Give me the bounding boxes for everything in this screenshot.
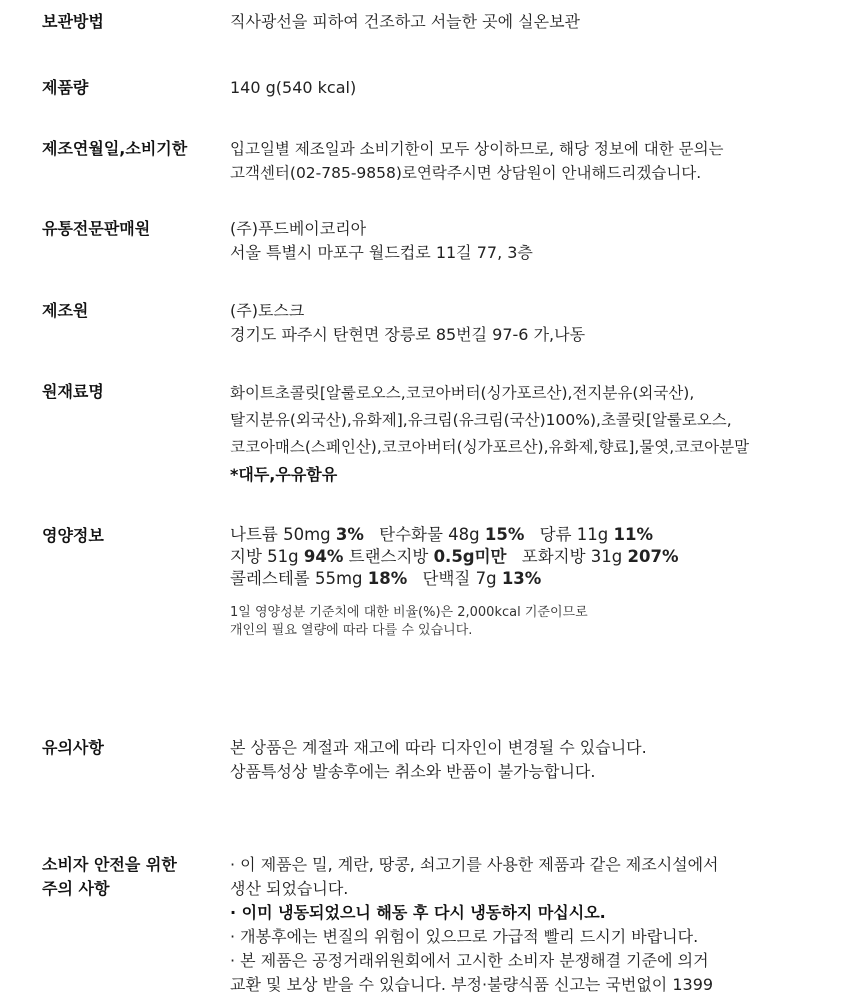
nutrient-amount: 50mg bbox=[283, 525, 331, 544]
storage-text: 직사광선을 피하여 건조하고 서늘한 곳에 실온보관 bbox=[230, 12, 581, 31]
caution-line-2: 상품특성상 발송후에는 취소와 반품이 불가능합니다. bbox=[230, 762, 596, 781]
manufacturer-label: 제조원 bbox=[42, 301, 89, 320]
nutrient-percent: 207% bbox=[627, 547, 679, 566]
nutrient-amount: 48g bbox=[448, 525, 480, 544]
dates-line-2: 고객센터(02-785-9858)로연락주시면 상담원이 안내해드리겠습니다. bbox=[230, 164, 702, 182]
nutrient-name: 나트륨 bbox=[230, 525, 278, 544]
amount-label: 제품량 bbox=[42, 78, 89, 97]
safety-line-6: 교환 및 보상 받을 수 있습니다. 부정·불량식품 신고는 국번없이 1399 bbox=[230, 975, 714, 994]
nutrient-name: 단백질 bbox=[422, 569, 471, 588]
safety-label-line-2: 주의 사항 bbox=[42, 879, 110, 898]
amount-value bbox=[230, 76, 830, 100]
dates-value bbox=[230, 137, 830, 185]
nutrient-amount: 31g bbox=[590, 547, 623, 566]
safety-line-2: 생산 되었습니다. bbox=[230, 879, 349, 898]
safety-label bbox=[42, 853, 222, 901]
nutrient-name: 탄수화물 bbox=[379, 525, 443, 544]
nutrition-note-line-2: 개인의 필요 열량에 따라 다를 수 있습니다. bbox=[230, 623, 473, 638]
nutrient-amount: 55mg bbox=[314, 569, 363, 588]
ingredients-line-3: 코코아매스(스페인산),코코아버터(싱가포르산),유화제,향료],물엿,코코아분말 bbox=[230, 438, 750, 456]
nutrient-percent: 13% bbox=[501, 569, 542, 588]
nutrient-amount: 7g bbox=[475, 569, 497, 588]
nutrient-percent: 94% bbox=[303, 547, 344, 566]
manufacturer-value bbox=[230, 299, 830, 347]
manufacturer-address: 경기도 파주시 탄현면 장릉로 85번길 97-6 가,나동 bbox=[230, 325, 586, 344]
safety-line-5: · 본 제품은 공정거래위원회에서 고시한 소비자 분쟁해결 기준에 의거 bbox=[230, 951, 709, 970]
nutrition-note bbox=[230, 604, 830, 640]
allergen-text: *대두,우유함유 bbox=[230, 465, 338, 484]
dates-line-1: 입고일별 제조일과 소비기한이 모두 상이하므로, 해당 정보에 대한 문의는 bbox=[230, 140, 724, 158]
storage-value bbox=[230, 10, 830, 34]
nutrient-name: 트랜스지방 bbox=[348, 547, 429, 566]
nutrition-line-2 bbox=[230, 546, 830, 568]
caution-value bbox=[230, 736, 830, 784]
distributor-value bbox=[230, 217, 830, 265]
nutrient-amount: 11g bbox=[576, 525, 609, 544]
ingredients-value bbox=[230, 380, 830, 488]
ingredients-label: 원재료명 bbox=[42, 382, 104, 401]
nutrient-name: 당류 bbox=[539, 525, 572, 544]
distributor-label: 유통전문판매원 bbox=[42, 219, 151, 238]
safety-line-1: · 이 제품은 밀, 계란, 땅콩, 쇠고기를 사용한 제품과 같은 제조시설에서 bbox=[230, 855, 719, 874]
distributor-address: 서울 특별시 마포구 월드컵로 11길 77, 3층 bbox=[230, 243, 533, 262]
nutrient-percent: 18% bbox=[367, 569, 408, 588]
nutrient-amount: 0.5g미만 bbox=[433, 547, 507, 566]
safety-label-line-1: 소비자 안전을 위한 bbox=[42, 855, 177, 874]
caution-label: 유의사항 bbox=[42, 738, 104, 757]
nutrition-line-3 bbox=[230, 568, 830, 590]
ingredients-line-1: 화이트초콜릿[알룰로오스,코코아버터(싱가포르산),전지분유(외국산), bbox=[230, 384, 695, 402]
amount-text: 140 g(540 kcal) bbox=[230, 78, 357, 97]
safety-line-3: · 이미 냉동되었으니 해동 후 다시 냉동하지 마십시오. bbox=[230, 903, 606, 922]
nutrition-note-line-1: 1일 영양성분 기준치에 대한 비율(%)은 2,000kcal 기준이므로 bbox=[230, 605, 588, 620]
distributor-name: (주)푸드베이코리아 bbox=[230, 219, 367, 238]
caution-line-1: 본 상품은 계절과 재고에 따라 디자인이 변경될 수 있습니다. bbox=[230, 738, 647, 757]
nutrient-amount: 51g bbox=[267, 547, 299, 566]
nutrient-name: 포화지방 bbox=[521, 547, 586, 566]
nutrient-percent: 15% bbox=[484, 525, 525, 544]
nutrition-line-1 bbox=[230, 524, 830, 546]
ingredients-line-2: 탈지분유(외국산),유화제],유크림(유크림(국산)100%),초콜릿[알룰로오스, bbox=[230, 411, 732, 429]
nutrition-label: 영양정보 bbox=[42, 526, 104, 545]
manufacturer-name: (주)토스크 bbox=[230, 301, 305, 320]
nutrition-value bbox=[230, 524, 830, 640]
safety-line-4: · 개봉후에는 변질의 위험이 있으므로 가급적 빨리 드시기 바랍니다. bbox=[230, 927, 699, 946]
nutrient-percent: 3% bbox=[335, 525, 364, 544]
storage-label: 보관방법 bbox=[42, 12, 104, 31]
nutrient-name: 콜레스테롤 bbox=[230, 569, 310, 588]
safety-value bbox=[230, 853, 830, 997]
dates-label: 제조연월일,소비기한 bbox=[42, 139, 188, 158]
nutrient-percent: 11% bbox=[613, 525, 654, 544]
nutrient-name: 지방 bbox=[230, 547, 262, 566]
